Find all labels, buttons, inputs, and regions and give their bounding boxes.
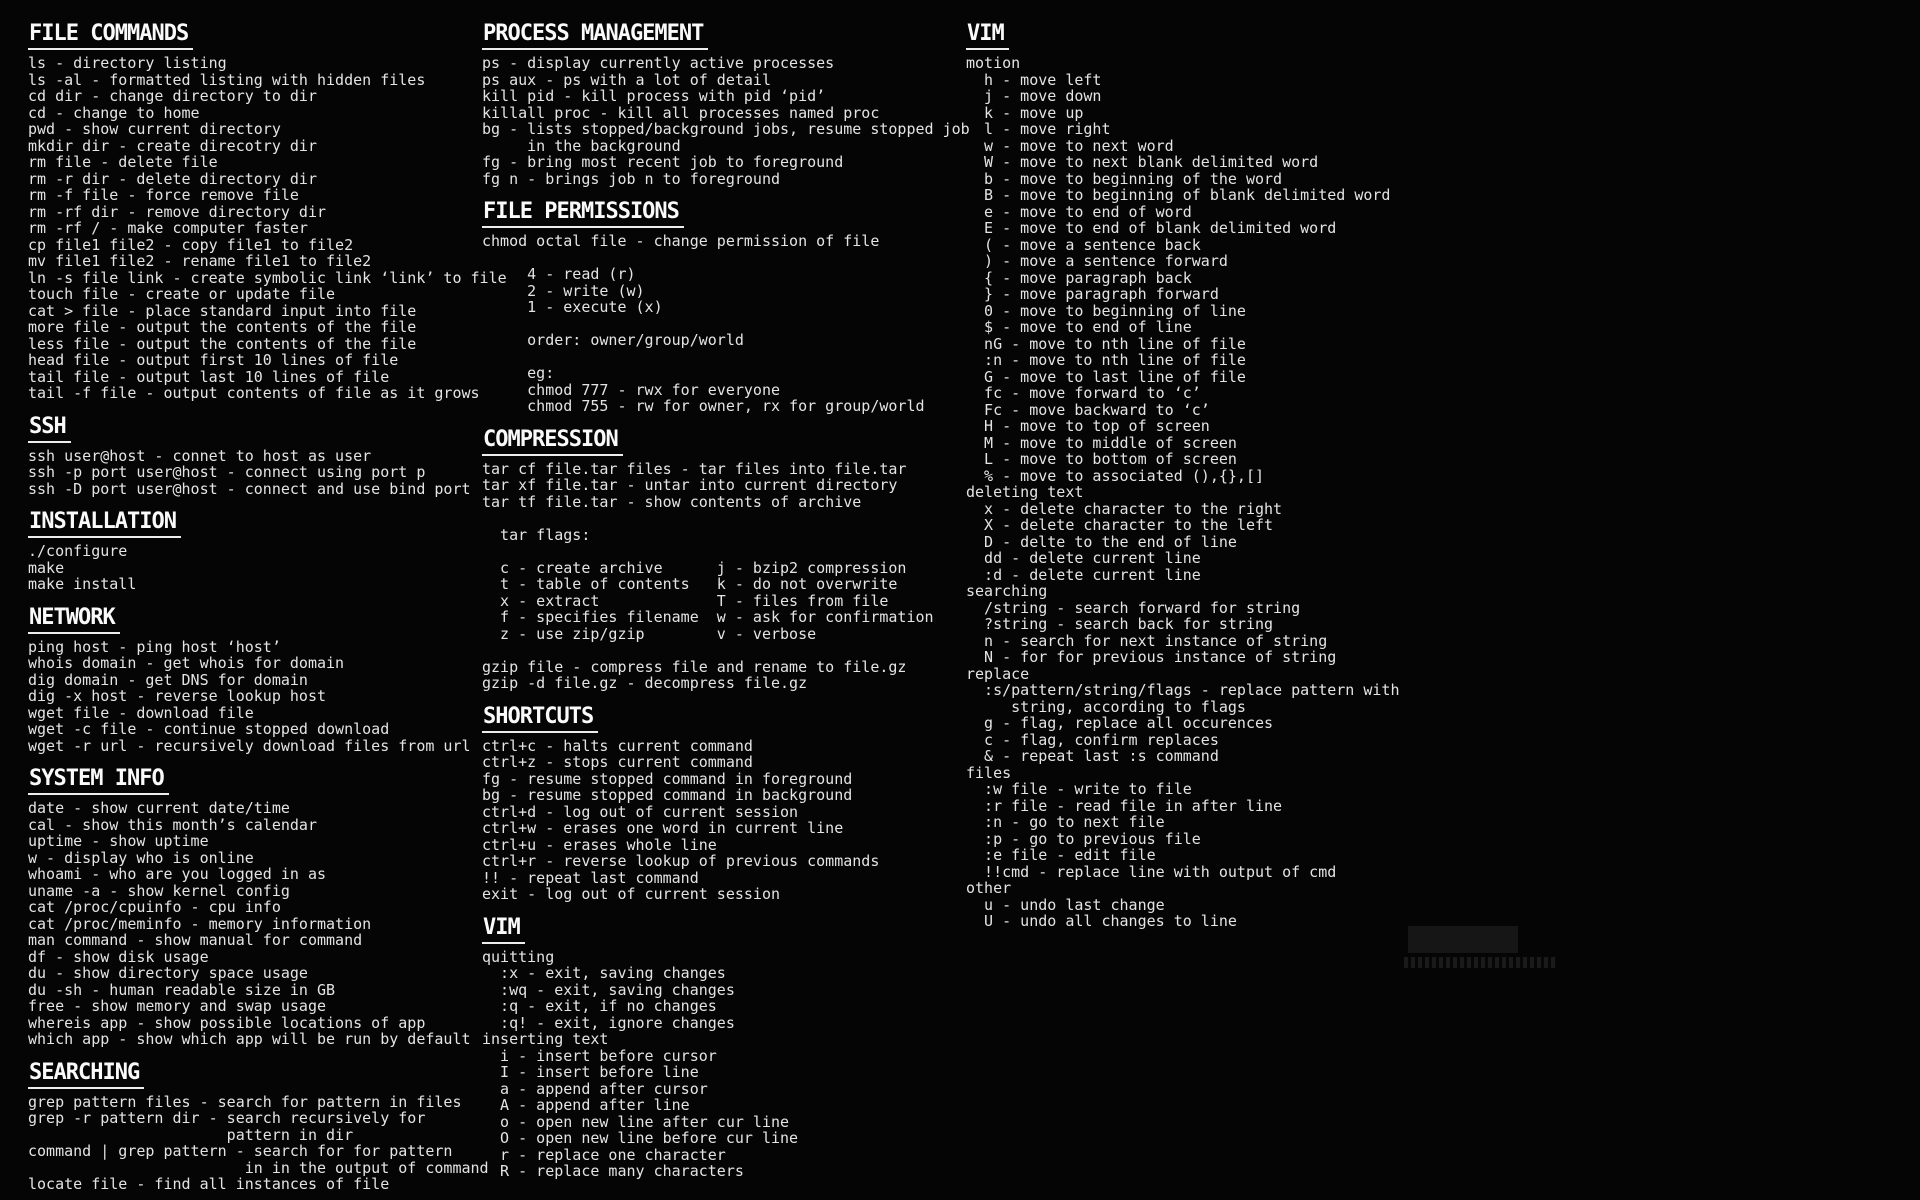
command-line: ctrl+z - stops current command [482,753,753,771]
command-line: tail -f file - output contents of file as it grows [28,384,480,402]
command-line: L - move to bottom of screen [966,450,1237,468]
command-line: :q - exit, if no changes [482,997,717,1015]
command-line: z - use zip/gzip v - verbose [482,624,817,643]
command-line: free - show memory and swap usage [28,997,327,1015]
command-line: c - flag, confirm replaces [966,730,1219,749]
section-title: FILE PERMISSIONS [482,200,684,228]
command-line: } - move paragraph forward [966,285,1219,303]
command-line: whereis app - show possible locations of app [28,1013,426,1032]
command-line: du - show directory space usage [28,964,308,982]
command-line: ?string - search back for string [966,615,1274,633]
command-line: /string - search forward for string [966,598,1301,617]
command-line: ssh user@host - connet to host as user [28,446,372,465]
command-line: fc - move forward to ‘c’ [966,384,1201,402]
command-line: j - move down [966,87,1102,105]
command-line: mkdir dir - create direcotry dir [28,136,317,155]
command-line: command | grep pattern - search for for pattern [28,1142,453,1160]
section-title: FILE COMMANDS [28,22,193,50]
command-line: rm -r dir - delete directory dir [28,169,317,188]
command-line: ln -s file link - create symbolic link ‘link’ to file [28,268,507,287]
command-line: rm -rf dir - remove directory dir [28,202,327,221]
command-line: in in the output of command [28,1158,489,1177]
command-line: r - replace one character [482,1145,726,1164]
command-line: files [966,763,1012,782]
command-line: u - undo last change [966,895,1165,914]
command-line: U - undo all changes to line [966,912,1237,930]
watermark-box [1408,926,1518,953]
command-line: dd - delete current line [966,549,1201,567]
command-line: g - flag, replace all occurences [966,714,1274,732]
command-line: eg: [482,364,555,382]
section [482,705,970,903]
command-line: ctrl+d - log out of current session [482,802,799,821]
section [482,428,970,692]
command-line: less file - output the contents of the file [28,334,417,353]
command-line: ctrl+r - reverse lookup of previous commands [482,852,880,870]
command-line: e - move to end of word [966,202,1192,221]
command-line: !! - repeat last command [482,868,699,887]
command-line: x - extract T - files from file [482,591,889,610]
command-line: l - move right [966,120,1111,138]
section [28,22,507,402]
command-line: X - delete character to the left [966,516,1274,534]
command-line: :w file - write to file [966,780,1192,798]
section [482,200,970,415]
command-line: ps aux - ps with a lot of detail [482,70,771,89]
command-line: kill pid - kill process with pid ‘pid’ [482,87,826,105]
section [28,510,507,593]
command-line: ctrl+c - halts current command [482,736,753,755]
command-line: :r file - read file in after line [966,796,1283,815]
command-line: 4 - read (r) [482,265,636,283]
command-line: b - move to beginning of the word [966,169,1283,188]
command-line: tar tf file.tar - show contents of archive [482,492,862,511]
command-line: :n - move to nth line of file [966,351,1246,369]
command-line: 2 - write (w) [482,281,645,300]
command-line: gzip file - compress file and rename to file.gz [482,657,907,676]
command-line: locate file - find all instances of file [28,1175,390,1193]
command-line: wget -c file - continue stopped download [28,720,390,738]
blank-line [482,543,970,560]
command-line: h - move left [966,70,1102,89]
section-title: NETWORK [28,606,120,634]
command-line: cd - change to home [28,103,200,122]
command-line: whoami - who are you logged in as [28,865,327,883]
section-title: SHORTCUTS [482,705,598,733]
command-line: ./configure [28,542,128,560]
command-line: E - move to end of blank delimited word [966,219,1337,237]
command-line: chmod 777 - rwx for everyone [482,380,781,399]
command-line: uptime - show uptime [28,832,209,850]
command-line: % - move to associated (),{},[] [966,466,1265,485]
blank-line [482,510,970,527]
command-line: D - delte to the end of line [966,532,1237,551]
command-line: wget file - download file [28,703,254,722]
command-line: gzip -d file.gz - decompress file.gz [482,674,808,692]
command-line: O - open new line before cur line [482,1129,799,1147]
command-line: pattern in dir [28,1125,354,1144]
command-line: man command - show manual for command [28,931,363,949]
command-line: :p - go to previous file [966,829,1201,848]
command-line: grep -r pattern dir - search recursively for [28,1109,426,1127]
command-line: exit - log out of current session [482,885,781,903]
command-line: cp file1 file2 - copy file1 to file2 [28,235,354,254]
section-title: COMPRESSION [482,428,623,456]
command-line: more file - output the contents of the file [28,318,417,336]
command-line: fg - resume stopped command in foreground [482,769,853,788]
command-line: :x - exit, saving changes [482,964,726,982]
command-line: which app - show which app will be run by default [28,1030,471,1048]
column-left [28,22,507,1200]
section [28,415,507,498]
command-line: A - append after line [482,1096,690,1114]
section-title: SYSTEM INFO [28,767,169,795]
command-line: make install [28,575,137,593]
command-line: ( - move a sentence back [966,235,1201,254]
blank-line [482,316,970,333]
command-line: Fc - move backward to ‘c’ [966,400,1210,419]
command-line: ctrl+u - erases whole line [482,835,717,854]
command-line: B - move to beginning of blank delimited word [966,186,1391,204]
command-line: bg - lists stopped/background jobs, resume stopped job [482,120,970,138]
section-title: PROCESS MANAGEMENT [482,22,708,50]
section [482,22,970,187]
command-line: tar xf file.tar - untar into current directory [482,476,898,494]
section [28,1061,507,1193]
section-title: SEARCHING [28,1061,144,1089]
command-line: touch file - create or update file [28,285,336,303]
command-line: rm -f file - force remove file [28,186,299,204]
command-line: grep pattern files - search for pattern in files [28,1092,462,1111]
command-line: dig domain - get DNS for domain [28,670,308,689]
section-title: SSH [28,415,71,443]
command-line: string, according to flags [966,697,1246,716]
command-line: ssh -p port user@host - connect using port p [28,463,426,481]
watermark-text-strip [1404,957,1556,968]
command-line: :q! - exit, ignore changes [482,1013,735,1032]
section [482,916,970,1180]
command-line: dig -x host - reverse lookup host [28,687,327,705]
command-line: W - move to next blank delimited word [966,153,1319,171]
command-line: deleting text [966,483,1084,501]
command-line: tar cf file.tar files - tar files into file.tar [482,459,907,478]
command-line: ) - move a sentence forward [966,252,1228,270]
command-line: N - for for previous instance of string [966,648,1337,666]
command-line: a - append after cursor [482,1079,708,1098]
section [28,606,507,755]
command-line: ssh -D port user@host - connect and use bind port [28,479,471,498]
command-line: $ - move to end of line [966,318,1192,336]
command-line: chmod octal file - change permission of file [482,232,880,250]
command-line: n - search for next instance of string [966,631,1328,650]
command-line: mv file1 file2 - rename file1 to file2 [28,252,372,270]
command-line: :n - go to next file [966,813,1165,831]
command-line: cat /proc/cpuinfo - cpu info [28,898,281,916]
command-line: ping host - ping host ‘host’ [28,637,281,656]
command-line: 1 - execute (x) [482,298,663,316]
command-line: :wq - exit, saving changes [482,980,735,999]
command-line: tail file - output last 10 lines of file [28,367,390,386]
column-middle [482,22,970,1193]
command-line: killall proc - kill all processes named proc [482,103,880,122]
command-line: ctrl+w - erases one word in current line [482,819,844,837]
command-line: w - move to next word [966,136,1174,155]
command-line: head file - output first 10 lines of file [28,351,399,369]
command-line: ls - directory listing [28,54,227,72]
command-line: df - show disk usage [28,947,209,966]
blank-line [482,642,970,659]
command-line: pwd - show current directory [28,120,281,138]
command-line: x - delete character to the right [966,499,1283,518]
command-line: c - create archive j - bzip2 compression [482,558,907,577]
section [966,22,1399,930]
column-right [966,22,1399,943]
command-line: rm file - delete file [28,153,218,171]
command-line: 0 - move to beginning of line [966,301,1246,320]
command-line: k - move up [966,103,1084,122]
command-line: whois domain - get whois for domain [28,654,345,672]
command-line: other [966,879,1012,897]
command-line: nG - move to nth line of file [966,334,1246,353]
command-line: make [28,558,65,577]
command-line: motion [966,54,1021,72]
command-line: i - insert before cursor [482,1046,717,1065]
section [28,767,507,1048]
command-line: f - specifies filename w - ask for confirmation [482,608,934,626]
command-line: I - insert before line [482,1063,699,1081]
command-line: fg - bring most recent job to foreground [482,153,844,171]
command-line: fg n - brings job n to foreground [482,169,781,188]
command-line: wget -r url - recursively download files from url [28,736,471,755]
command-line: searching [966,582,1048,600]
command-line: G - move to last line of file [966,367,1246,386]
command-line: bg - resume stopped command in background [482,786,853,804]
command-line: :d - delete current line [966,565,1201,584]
command-line: cat /proc/meminfo - memory information [28,914,372,933]
command-line: H - move to top of screen [966,417,1210,435]
section-title: VIM [482,916,525,944]
command-line: R - replace many characters [482,1162,744,1180]
command-line: replace [966,664,1030,683]
blank-line [482,250,970,267]
command-line: t - table of contents k - do not overwrite [482,575,898,593]
command-line: cal - show this month’s calendar [28,815,317,834]
command-line: order: owner/group/world [482,331,744,349]
command-line: :s/pattern/string/flags - replace pattern with [966,681,1400,699]
command-line: !!cmd - replace line with output of cmd [966,862,1337,881]
command-line: quitting [482,947,555,966]
command-line: :e file - edit file [966,846,1156,864]
command-line: o - open new line after cur line [482,1112,790,1131]
command-line: cd dir - change directory to dir [28,87,317,105]
command-line: date - show current date/time [28,799,290,817]
command-line: chmod 755 - rw for owner, rx for group/world [482,397,925,415]
command-line: ls -al - formatted listing with hidden files [28,70,426,89]
command-line: ps - display currently active processes [482,54,835,72]
command-line: rm -rf / - make computer faster [28,219,308,237]
command-line: du -sh - human readable size in GB [28,980,336,999]
blank-line [482,349,970,366]
command-line: cat > file - place standard input into file [28,301,417,320]
section-title: INSTALLATION [28,510,181,538]
command-line: tar flags: [482,525,591,544]
command-line: inserting text [482,1030,609,1048]
command-line: w - display who is online [28,848,254,867]
command-line: in the background [482,136,681,155]
section-title: VIM [966,22,1009,50]
command-line: { - move paragraph back [966,268,1192,287]
command-line: M - move to middle of screen [966,433,1237,452]
command-line: uname -a - show kernel config [28,881,290,900]
command-line: & - repeat last :s command [966,747,1219,765]
